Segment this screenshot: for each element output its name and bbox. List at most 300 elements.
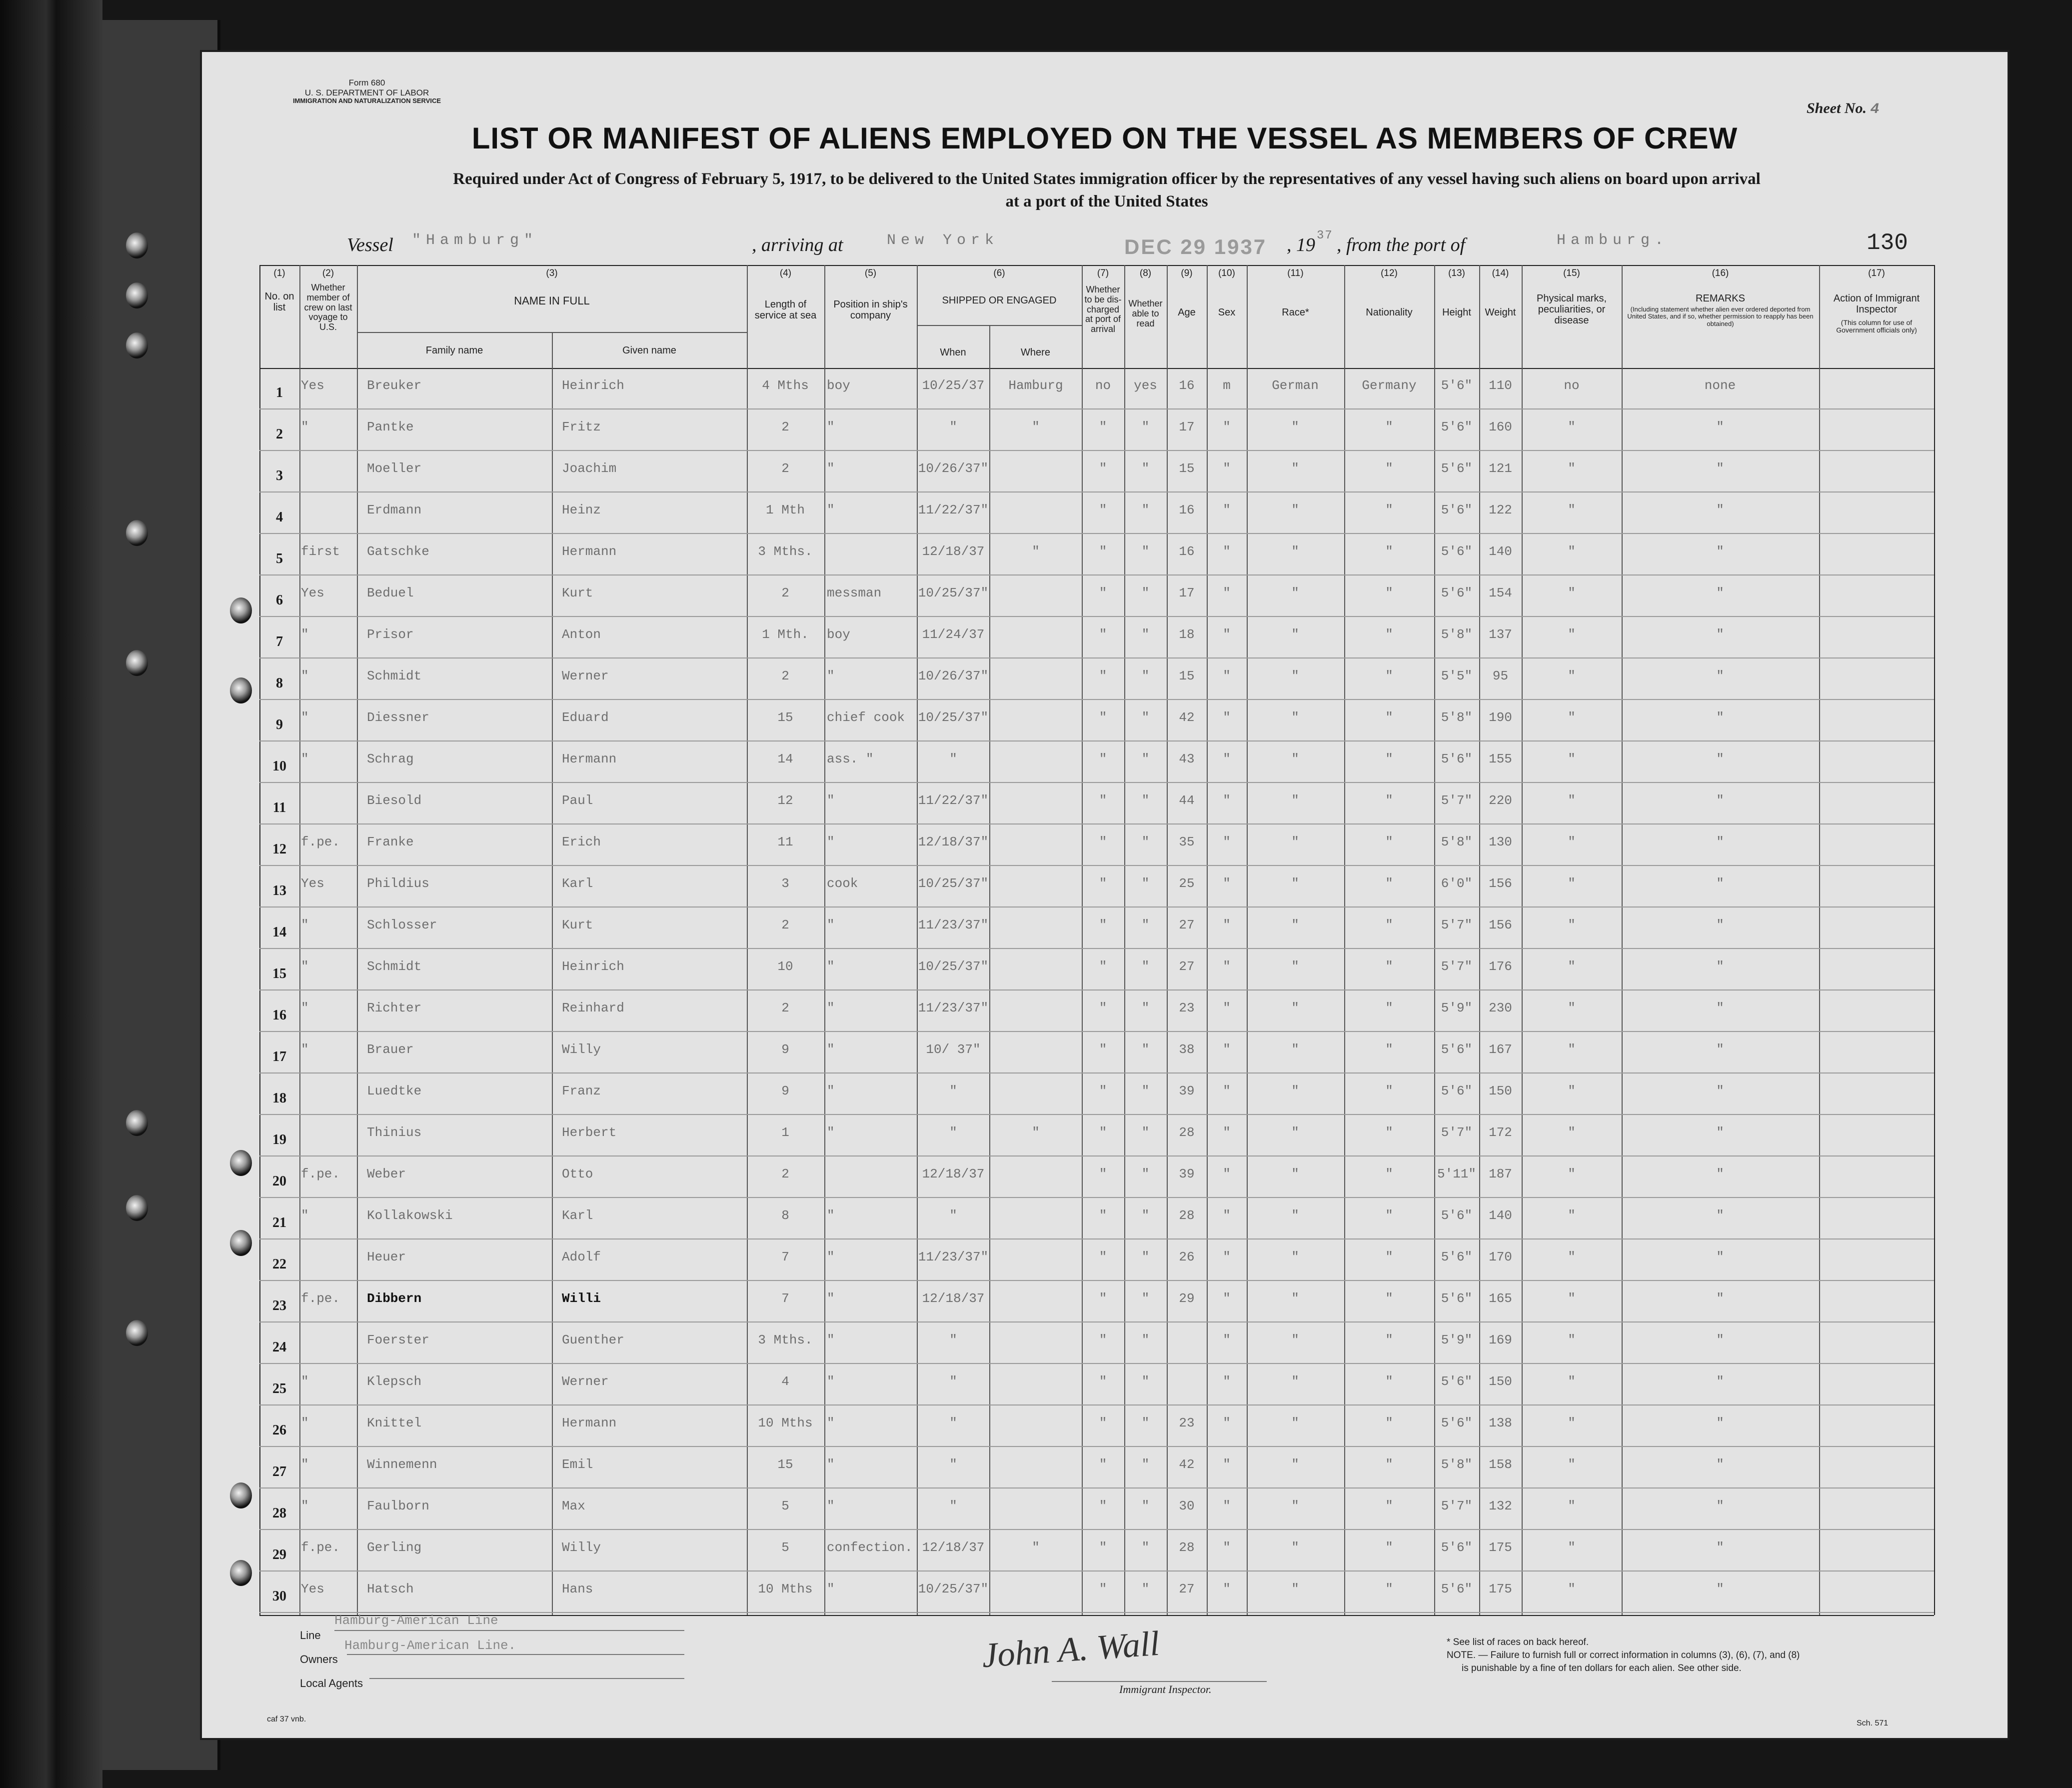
cell-length: 4 Mths: [762, 378, 809, 393]
cell-position: ": [827, 1374, 835, 1389]
cell-family: Erdmann: [367, 502, 422, 518]
from-port-value: Hamburg.: [1557, 232, 1669, 249]
cell-height: 5'6": [1441, 1291, 1473, 1306]
cell-age: 17: [1179, 420, 1195, 434]
cell-weight: 167: [1489, 1042, 1512, 1057]
cell-position: ": [827, 420, 835, 434]
cell-sex: ": [1223, 710, 1231, 725]
cell-given: Hermann: [562, 544, 617, 559]
cell-sex: ": [1223, 461, 1231, 476]
cell-physical: ": [1568, 918, 1576, 932]
row-number: 4: [276, 510, 283, 525]
cell-disch: ": [1099, 1042, 1107, 1057]
cell-disch: ": [1099, 1498, 1107, 1514]
cell-height: 5'6": [1441, 1250, 1473, 1264]
table-row: [202, 451, 2008, 492]
cell-given: Franz: [562, 1084, 601, 1098]
cell-given: Heinrich: [562, 378, 624, 393]
cell-position: ": [827, 959, 835, 974]
cell-race: ": [1291, 1084, 1299, 1098]
cell-sex: ": [1223, 668, 1231, 684]
cell-height: 5'7": [1441, 918, 1473, 932]
cell-when: 11/22/37": [918, 793, 989, 808]
department-label: U. S. DEPARTMENT OF LABOR: [304, 88, 429, 98]
binder-hole: [126, 232, 148, 258]
cell-age: 23: [1179, 1000, 1195, 1016]
page-subtitle: [282, 168, 1932, 212]
cell-weight: 110: [1489, 378, 1512, 393]
row-number: 2: [276, 426, 283, 442]
cell-given: Reinhard: [562, 1000, 624, 1016]
cell-position: ": [827, 834, 835, 850]
col-number-10: (10): [1218, 268, 1235, 278]
header-name-in-full: NAME IN FULL: [514, 294, 590, 307]
cell-read: ": [1141, 461, 1150, 476]
table-row: [202, 866, 2008, 908]
cell-given: Willy: [562, 1540, 601, 1555]
row-number: 13: [272, 883, 286, 898]
cell-position: ": [827, 1498, 835, 1514]
binder-hole: [126, 1320, 148, 1346]
cell-read: ": [1141, 1332, 1150, 1348]
row-number: 6: [276, 592, 283, 608]
cell-weight: 95: [1492, 668, 1509, 684]
cell-length: 1 Mth: [765, 502, 805, 518]
schedule-number: Sch. 571: [1857, 1719, 1889, 1728]
cell-remarks: ": [1716, 1540, 1724, 1555]
cell-when: 10/25/37": [918, 1582, 989, 1596]
service-label: IMMIGRATION AND NATURALIZATION SERVICE: [292, 97, 441, 105]
cell-when: 11/24/37: [922, 627, 985, 642]
cell-height: 5'6": [1441, 1042, 1473, 1057]
cell-when: 11/23/37": [918, 1250, 989, 1264]
header-action-detail: (This column for use of Government officials only): [1836, 318, 1917, 334]
cell-read: ": [1141, 876, 1150, 891]
cell-given: Heinz: [562, 502, 601, 518]
cell-read: ": [1141, 1208, 1150, 1223]
cell-height: 5'6": [1441, 586, 1473, 600]
cell-position: ": [827, 1125, 835, 1140]
cell-disch: ": [1099, 710, 1107, 725]
cell-given: Hermann: [562, 752, 617, 766]
cell-weight: 154: [1489, 586, 1512, 600]
cell-length: 2: [781, 586, 789, 600]
cell-position: confection.: [827, 1540, 913, 1555]
cell-when: 10/26/37": [918, 668, 989, 684]
cell-position: cook: [827, 876, 858, 891]
cell-physical: ": [1568, 1125, 1576, 1140]
cell-nationality: ": [1385, 1000, 1393, 1016]
binder-hole: [230, 1560, 252, 1586]
cell-position: ": [827, 461, 835, 476]
cell-member: ": [301, 959, 309, 974]
col-number-12: (12): [1381, 268, 1398, 278]
cell-remarks: ": [1716, 502, 1724, 518]
cell-sex: ": [1223, 1374, 1231, 1389]
table-row: [202, 410, 2008, 451]
cell-when: 10/25/37: [922, 378, 985, 393]
cell-member: f.pe.: [301, 834, 340, 850]
cell-given: Karl: [562, 1208, 593, 1223]
table-row: [202, 1032, 2008, 1074]
cell-weight: 169: [1489, 1332, 1512, 1348]
cell-member: ": [301, 1208, 309, 1223]
cell-length: 8: [781, 1208, 789, 1223]
cell-member: f.pe.: [301, 1291, 340, 1306]
cell-age: 27: [1179, 959, 1195, 974]
cell-age: 25: [1179, 876, 1195, 891]
cell-weight: 170: [1489, 1250, 1512, 1264]
cell-physical: ": [1568, 752, 1576, 766]
cell-weight: 165: [1489, 1291, 1512, 1306]
cell-when: ": [949, 1084, 957, 1098]
cell-when: 12/18/37": [918, 834, 989, 850]
cell-family: Gatschke: [367, 544, 429, 559]
cell-sex: ": [1223, 1457, 1231, 1472]
date-stamp: DEC 29 1937: [1124, 235, 1267, 258]
cell-height: 5'7": [1441, 1125, 1473, 1140]
line-value: Hamburg-American Line: [334, 1613, 498, 1628]
cell-read: ": [1141, 1000, 1150, 1016]
cell-race: ": [1291, 1166, 1299, 1182]
cell-family: Luedtke: [367, 1084, 422, 1098]
owners-value: Hamburg-American Line.: [344, 1638, 516, 1653]
table-row: [202, 1156, 2008, 1198]
cell-nationality: ": [1385, 668, 1393, 684]
cell-age: 43: [1179, 752, 1195, 766]
binder-hole: [126, 332, 148, 358]
cell-height: 5'6": [1441, 1416, 1473, 1430]
cell-sex: ": [1223, 1042, 1231, 1057]
cell-physical: ": [1568, 502, 1576, 518]
cell-nationality: ": [1385, 834, 1393, 850]
vessel-label: Vessel: [347, 234, 393, 256]
cell-nationality: ": [1385, 1125, 1393, 1140]
cell-height: 5'5": [1441, 668, 1473, 684]
cell-position: ": [827, 918, 835, 932]
table-row: [202, 908, 2008, 949]
stamp-number: 130: [1867, 230, 1908, 256]
col-number-15: (15): [1563, 268, 1580, 278]
sheet-label: Sheet No.: [1807, 100, 1867, 116]
cell-nationality: ": [1385, 752, 1393, 766]
cell-length: 12: [777, 793, 793, 808]
cell-read: ": [1141, 544, 1150, 559]
cell-where: Hamburg: [1008, 378, 1063, 393]
cell-given: Karl: [562, 876, 593, 891]
cell-length: 1 Mth.: [762, 627, 809, 642]
header-discharged: Whether to be dis-charged at port of arrival: [1084, 284, 1122, 334]
cell-weight: 137: [1489, 627, 1512, 642]
cell-read: yes: [1134, 378, 1157, 393]
cell-family: Dibbern: [367, 1291, 422, 1306]
cell-age: 16: [1179, 544, 1195, 559]
vessel-value: "Hamburg": [412, 232, 538, 249]
cell-physical: ": [1568, 876, 1576, 891]
cell-position: ": [827, 1000, 835, 1016]
cell-given: Adolf: [562, 1250, 601, 1264]
cell-disch: ": [1099, 586, 1107, 600]
cell-weight: 160: [1489, 420, 1512, 434]
owners-label: Owners: [300, 1653, 338, 1666]
cell-length: 2: [781, 668, 789, 684]
cell-disch: ": [1099, 1084, 1107, 1098]
cell-read: ": [1141, 502, 1150, 518]
cell-disch: ": [1099, 1125, 1107, 1140]
cell-position: ass. ": [827, 752, 874, 766]
cell-height: 5'7": [1441, 793, 1473, 808]
cell-family: Knittel: [367, 1416, 422, 1430]
cell-when: 10/25/37": [918, 876, 989, 891]
cell-physical: ": [1568, 959, 1576, 974]
cell-read: ": [1141, 752, 1150, 766]
cell-position: ": [827, 502, 835, 518]
cell-weight: 158: [1489, 1457, 1512, 1472]
cell-remarks: ": [1716, 1000, 1724, 1016]
cell-when: ": [949, 420, 957, 434]
cell-physical: ": [1568, 1166, 1576, 1182]
col-number-11: (11): [1287, 268, 1304, 278]
cell-physical: ": [1568, 1291, 1576, 1306]
cell-member: ": [301, 1416, 309, 1430]
line-label: Line: [300, 1629, 321, 1642]
row-number: 27: [272, 1464, 286, 1480]
cell-physical: ": [1568, 710, 1576, 725]
cell-disch: ": [1099, 1250, 1107, 1264]
cell-disch: ": [1099, 959, 1107, 974]
cell-member: ": [301, 668, 309, 684]
cell-weight: 140: [1489, 544, 1512, 559]
cell-remarks: ": [1716, 1250, 1724, 1264]
row-number: 28: [272, 1506, 286, 1521]
cell-position: messman: [827, 586, 882, 600]
cell-family: Beduel: [367, 586, 414, 600]
cell-sex: ": [1223, 1582, 1231, 1596]
row-number: 21: [272, 1215, 286, 1230]
row-number: 16: [272, 1008, 286, 1023]
header-no-on-list: No. on list: [264, 291, 294, 313]
row-number: 8: [276, 676, 283, 691]
cell-nationality: ": [1385, 420, 1393, 434]
cell-height: 5'6": [1441, 544, 1473, 559]
cell-remarks: ": [1716, 544, 1724, 559]
cell-position: boy: [827, 378, 850, 393]
cell-weight: 230: [1489, 1000, 1512, 1016]
col-number-7: (7): [1097, 268, 1109, 278]
cell-nationality: ": [1385, 544, 1393, 559]
cell-weight: 132: [1489, 1498, 1512, 1514]
cell-nationality: ": [1385, 1250, 1393, 1264]
cell-age: 16: [1179, 378, 1195, 393]
cell-height: 5'6": [1441, 378, 1473, 393]
cell-remarks: ": [1716, 420, 1724, 434]
cell-race: ": [1291, 918, 1299, 932]
binder-hole: [230, 1482, 252, 1508]
cell-given: Erich: [562, 834, 601, 850]
cell-remarks: ": [1716, 1042, 1724, 1057]
cell-race: ": [1291, 1250, 1299, 1264]
cell-race: ": [1291, 793, 1299, 808]
cell-family: Prisor: [367, 627, 414, 642]
col-number-8: (8): [1139, 268, 1152, 278]
cell-sex: ": [1223, 1416, 1231, 1430]
cell-weight: 155: [1489, 752, 1512, 766]
cell-sex: ": [1223, 627, 1231, 642]
cell-physical: ": [1568, 420, 1576, 434]
cell-given: Hans: [562, 1582, 593, 1596]
cell-family: Moeller: [367, 461, 422, 476]
cell-member: ": [301, 1000, 309, 1016]
sheet-number: 4: [1870, 101, 1880, 118]
cell-family: Diessner: [367, 710, 429, 725]
cell-member: ": [301, 710, 309, 725]
cell-when: 10/25/37": [918, 710, 989, 725]
cell-race: ": [1291, 710, 1299, 725]
cell-sex: m: [1223, 378, 1231, 393]
header-when: When: [940, 347, 966, 358]
cell-given: Werner: [562, 668, 609, 684]
table-row: [202, 1074, 2008, 1115]
inspector-signature: John A. Wall: [980, 1624, 1161, 1676]
cell-race: ": [1291, 1416, 1299, 1430]
col-number-2: (2): [322, 268, 334, 278]
cell-nationality: ": [1385, 918, 1393, 932]
cell-nationality: ": [1385, 1540, 1393, 1555]
table-row: [202, 1281, 2008, 1322]
header-action: Action of Immigrant Inspector: [1833, 293, 1920, 315]
row-number: 20: [272, 1174, 286, 1189]
cell-race: ": [1291, 752, 1299, 766]
cell-family: Schlosser: [367, 918, 437, 932]
cell-weight: 150: [1489, 1084, 1512, 1098]
cell-weight: 156: [1489, 918, 1512, 932]
header-able-read: Whether able to read: [1128, 298, 1163, 328]
cell-nationality: ": [1385, 1416, 1393, 1430]
cell-age: 30: [1179, 1498, 1195, 1514]
cell-length: 2: [781, 1166, 789, 1182]
cell-sex: ": [1223, 502, 1231, 518]
cell-sex: ": [1223, 918, 1231, 932]
cell-remarks: ": [1716, 959, 1724, 974]
table-row: [202, 949, 2008, 990]
row-number: 7: [276, 634, 283, 650]
cell-disch: ": [1099, 1208, 1107, 1223]
cell-weight: 122: [1489, 502, 1512, 518]
cell-when: 10/26/37": [918, 461, 989, 476]
cell-position: chief cook: [827, 710, 905, 725]
cell-physical: ": [1568, 586, 1576, 600]
cell-when: 10/25/37": [918, 586, 989, 600]
cell-given: Herbert: [562, 1125, 617, 1140]
cell-nationality: ": [1385, 710, 1393, 725]
row-number: 17: [272, 1049, 286, 1064]
cell-position: ": [827, 1332, 835, 1348]
cell-race: ": [1291, 420, 1299, 434]
cell-disch: ": [1099, 502, 1107, 518]
cell-age: 23: [1179, 1416, 1195, 1430]
cell-family: Kollakowski: [367, 1208, 453, 1223]
cell-given: Fritz: [562, 420, 601, 434]
binder-hole: [126, 650, 148, 676]
cell-race: ": [1291, 1582, 1299, 1596]
cell-nationality: ": [1385, 1457, 1393, 1472]
cell-position: ": [827, 1582, 835, 1596]
cell-race: ": [1291, 1332, 1299, 1348]
cell-disch: ": [1099, 793, 1107, 808]
cell-family: Heuer: [367, 1250, 406, 1264]
cell-race: ": [1291, 1498, 1299, 1514]
cell-when: ": [949, 1457, 957, 1472]
cell-length: 7: [781, 1250, 789, 1264]
cell-height: 5'9": [1441, 1332, 1473, 1348]
row-number: 19: [272, 1132, 286, 1148]
cell-length: 3 Mths.: [758, 1332, 813, 1348]
cell-physical: ": [1568, 1250, 1576, 1264]
year-label: , 19: [1287, 234, 1315, 256]
cell-sex: ": [1223, 1208, 1231, 1223]
cell-length: 4: [781, 1374, 789, 1389]
form-number: Form 680: [348, 78, 385, 88]
cell-weight: 176: [1489, 959, 1512, 974]
header-family-name: Family name: [425, 345, 483, 356]
cell-sex: ": [1223, 1332, 1231, 1348]
col-number-9: (9): [1181, 268, 1193, 278]
row-number: 15: [272, 966, 286, 982]
cell-remarks: ": [1716, 586, 1724, 600]
cell-family: Klepsch: [367, 1374, 422, 1389]
cell-disch: ": [1099, 752, 1107, 766]
cell-given: Anton: [562, 627, 601, 642]
cell-read: ": [1141, 1540, 1150, 1555]
cell-read: ": [1141, 1291, 1150, 1306]
cell-weight: 175: [1489, 1582, 1512, 1596]
cell-height: 5'8": [1441, 710, 1473, 725]
cell-given: Emil: [562, 1457, 593, 1472]
table-row: [202, 1406, 2008, 1447]
cell-physical: ": [1568, 1457, 1576, 1472]
cell-race: ": [1291, 1208, 1299, 1223]
cell-where: ": [1032, 1125, 1040, 1140]
table-row: [202, 1115, 2008, 1156]
row-number: 30: [272, 1588, 286, 1604]
cell-height: 5'8": [1441, 627, 1473, 642]
cell-length: 9: [781, 1042, 789, 1057]
cell-height: 5'8": [1441, 834, 1473, 850]
cell-age: 42: [1179, 1457, 1195, 1472]
cell-physical: ": [1568, 1084, 1576, 1098]
header-age: Age: [1178, 307, 1196, 318]
cell-height: 5'9": [1441, 1000, 1473, 1016]
cell-position: ": [827, 1084, 835, 1098]
row-number: 11: [272, 800, 286, 816]
cell-sex: ": [1223, 420, 1231, 434]
cell-age: 17: [1179, 586, 1195, 600]
cell-family: Schrag: [367, 752, 414, 766]
cell-race: ": [1291, 502, 1299, 518]
cell-disch: ": [1099, 1291, 1107, 1306]
cell-physical: ": [1568, 1332, 1576, 1348]
cell-position: ": [827, 1208, 835, 1223]
cell-nationality: ": [1385, 793, 1393, 808]
cell-age: 28: [1179, 1125, 1195, 1140]
cell-race: ": [1291, 1540, 1299, 1555]
cell-physical: ": [1568, 461, 1576, 476]
row-number: 29: [272, 1547, 286, 1562]
year-value: 37: [1317, 229, 1333, 242]
cell-length: 7: [781, 1291, 789, 1306]
cell-sex: ": [1223, 834, 1231, 850]
cell-nationality: ": [1385, 627, 1393, 642]
